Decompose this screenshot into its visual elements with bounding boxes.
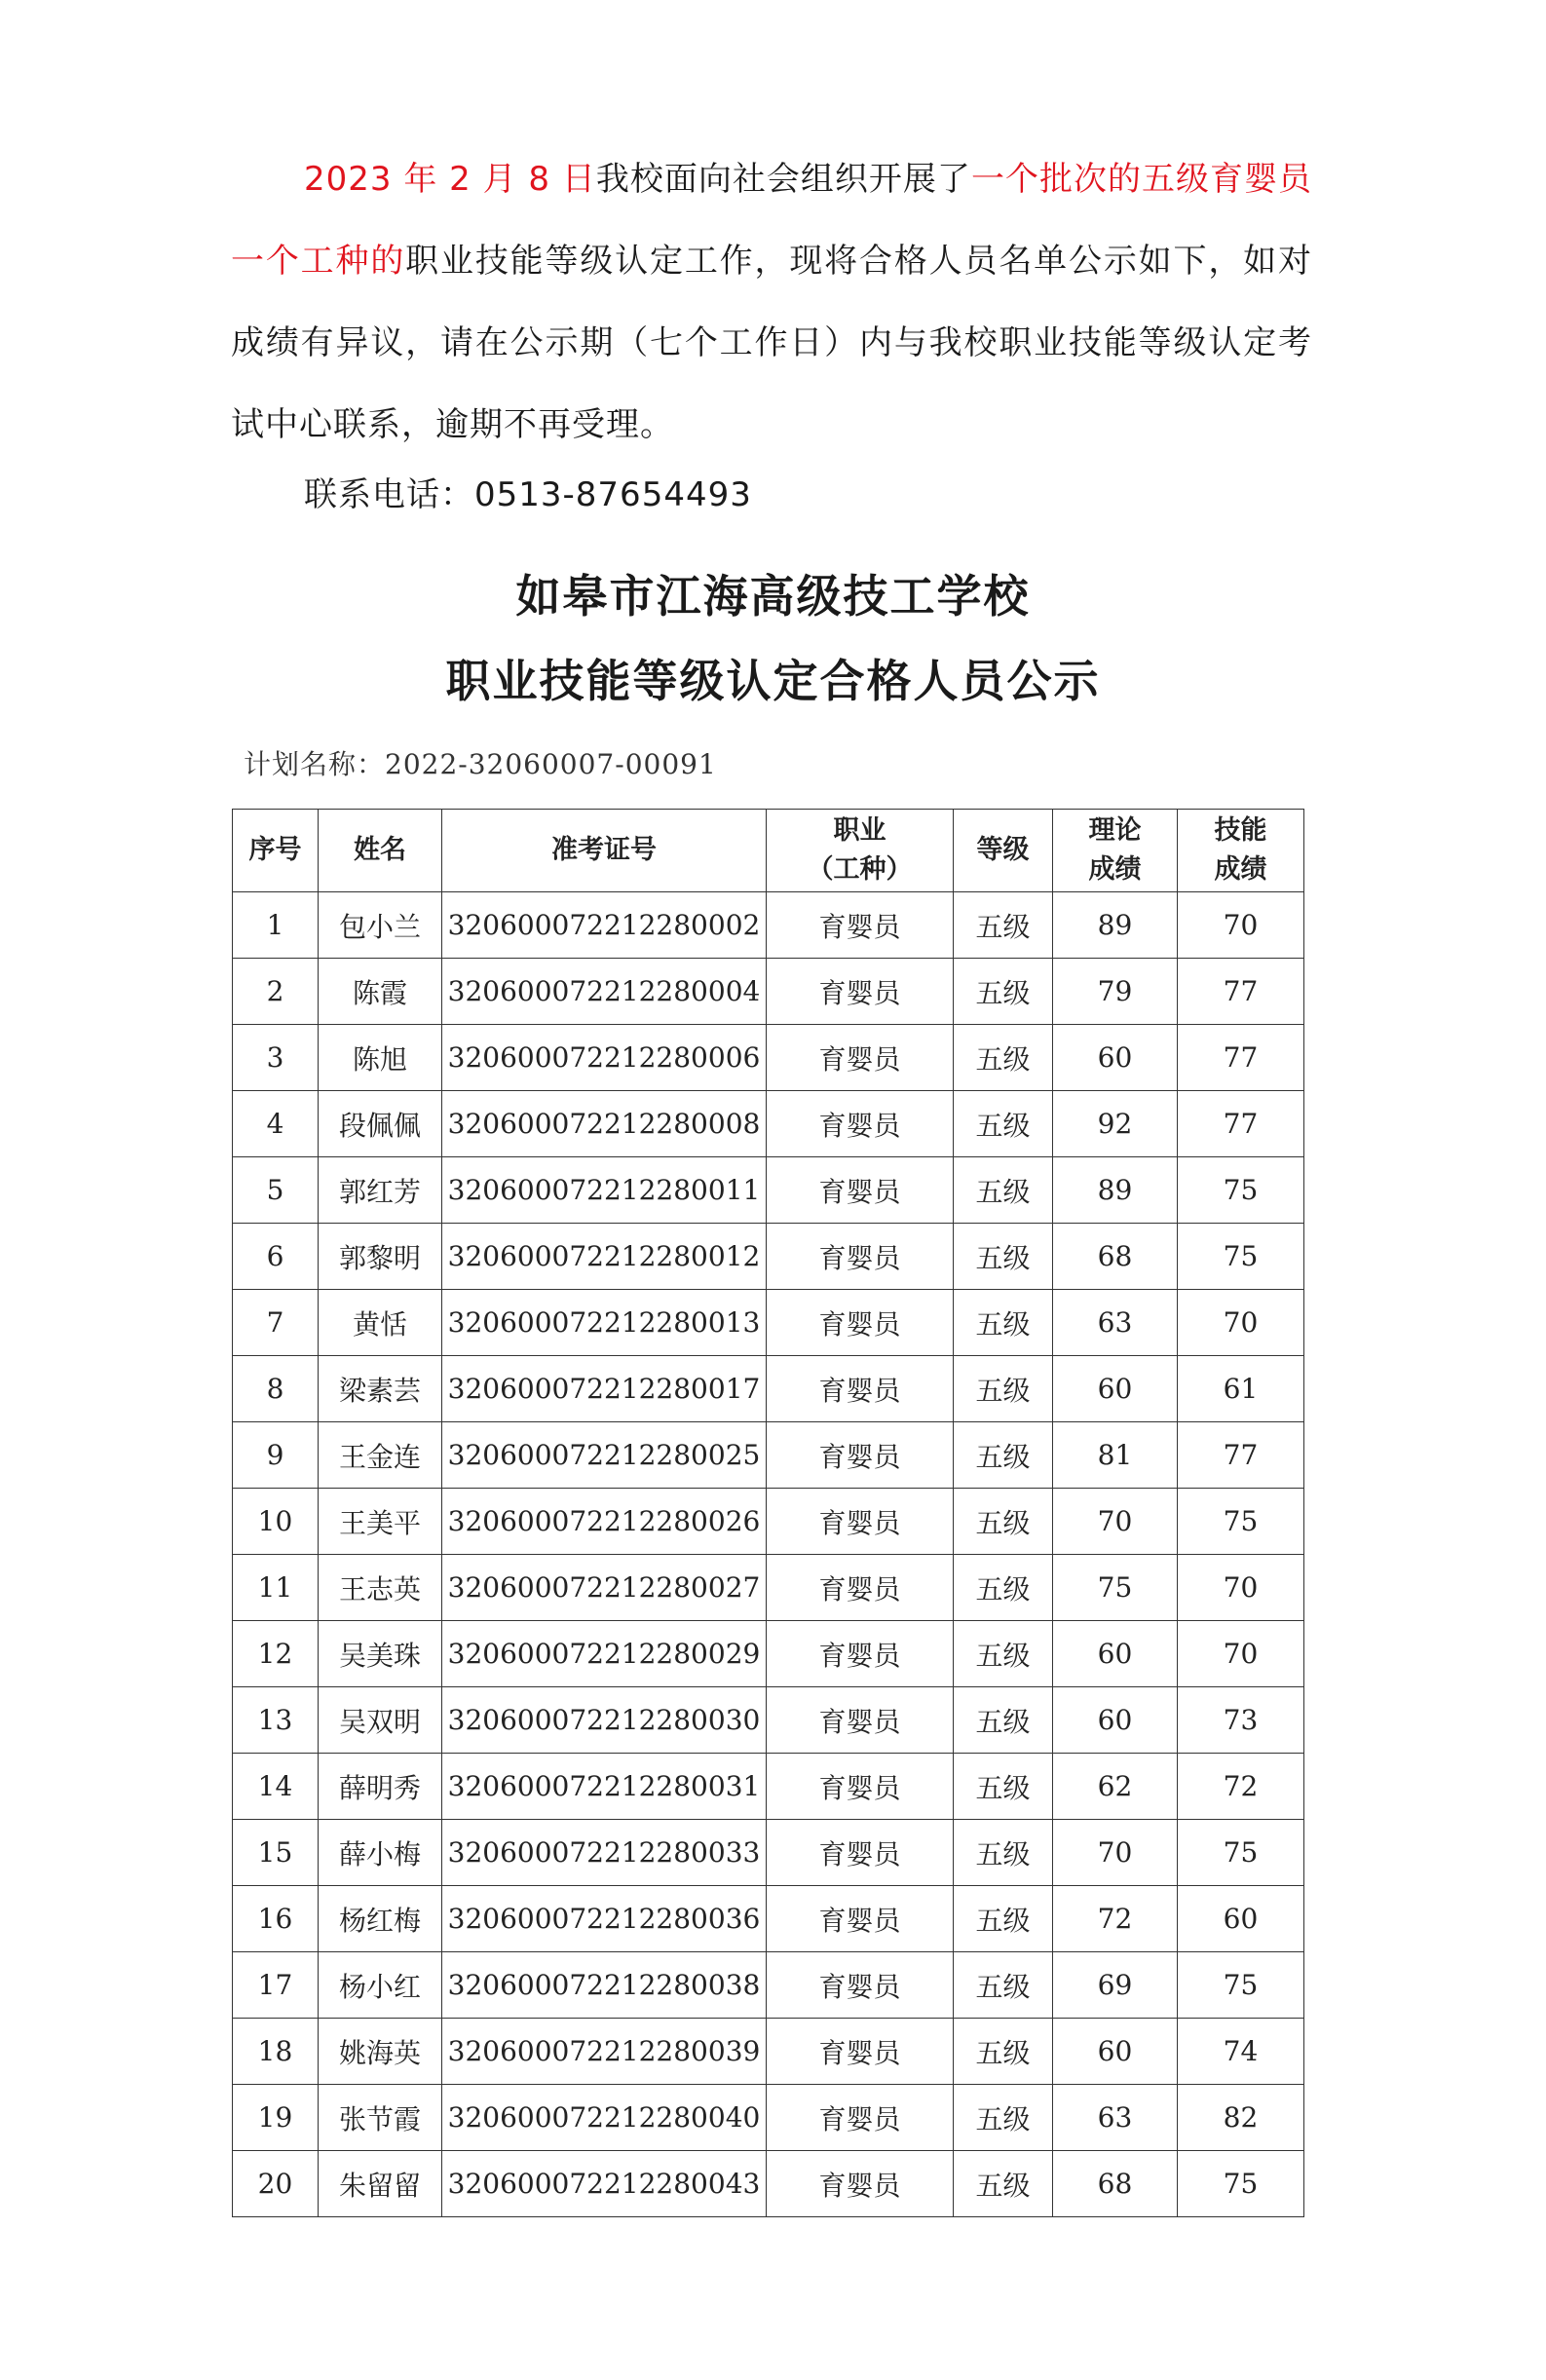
cell-ticket: 320600072212280006 (442, 1025, 767, 1091)
cell-skill: 77 (1178, 1422, 1304, 1489)
cell-level: 五级 (954, 1555, 1053, 1621)
cell-ticket: 320600072212280038 (442, 1952, 767, 2019)
cell-level: 五级 (954, 1952, 1053, 2019)
cell-skill: 82 (1178, 2085, 1304, 2151)
cell-level: 五级 (954, 1224, 1053, 1290)
table-row (233, 1489, 1304, 1555)
cell-skill: 77 (1178, 1025, 1304, 1091)
cell-skill: 61 (1178, 1356, 1304, 1422)
cell-ticket: 320600072212280036 (442, 1886, 767, 1952)
cell-name: 王志英 (319, 1555, 442, 1621)
cell-name: 陈霞 (319, 959, 442, 1025)
cell-seq: 18 (233, 2019, 319, 2085)
cell-seq: 3 (233, 1025, 319, 1091)
col-skill-header-line1: 技能 (1214, 815, 1267, 846)
cell-skill: 70 (1178, 1290, 1304, 1356)
cell-name: 段佩佩 (319, 1091, 442, 1157)
cell-level: 五级 (954, 892, 1053, 959)
col-theory-header (1053, 810, 1178, 892)
cell-ticket: 320600072212280029 (442, 1621, 767, 1687)
cell-job: 育婴员 (767, 1489, 954, 1555)
col-job-header-line2: （工种） (807, 854, 913, 885)
cell-name: 朱留留 (319, 2151, 442, 2217)
cell-name: 杨红梅 (319, 1886, 442, 1952)
cell-ticket: 320600072212280026 (442, 1489, 767, 1555)
cell-job: 育婴员 (767, 1621, 954, 1687)
cell-name: 黄恬 (319, 1290, 442, 1356)
cell-theory: 63 (1053, 1290, 1178, 1356)
cell-job: 育婴员 (767, 1290, 954, 1356)
cell-skill: 77 (1178, 959, 1304, 1025)
col-job-header-line1: 职业 (833, 815, 886, 846)
cell-skill: 73 (1178, 1687, 1304, 1754)
cell-name: 郭黎明 (319, 1224, 442, 1290)
cell-job: 育婴员 (767, 1091, 954, 1157)
cell-ticket: 320600072212280012 (442, 1224, 767, 1290)
table-row (233, 1157, 1304, 1224)
cell-skill: 77 (1178, 1091, 1304, 1157)
table-row (233, 2085, 1304, 2151)
cell-job: 育婴员 (767, 1157, 954, 1224)
cell-job: 育婴员 (767, 1025, 954, 1091)
cell-ticket: 320600072212280013 (442, 1290, 767, 1356)
intro-text-b: 职业技能等级认定工作，现将合格人员名单公示如下，如对成绩有异议，请在公示期（七个工作日）内与我校职业技能等级认定考试中心联系，逾期不再受理。 (231, 242, 1313, 444)
cell-skill: 75 (1178, 1489, 1304, 1555)
table-row (233, 1091, 1304, 1157)
cell-level: 五级 (954, 2085, 1053, 2151)
cell-theory: 60 (1053, 1025, 1178, 1091)
cell-skill: 74 (1178, 2019, 1304, 2085)
cell-job: 育婴员 (767, 892, 954, 959)
cell-skill: 70 (1178, 1621, 1304, 1687)
cell-skill: 75 (1178, 1157, 1304, 1224)
cell-theory: 60 (1053, 1356, 1178, 1422)
cell-level: 五级 (954, 1356, 1053, 1422)
col-level-header: 等级 (954, 810, 1053, 892)
intro-date: 2023 年 2 月 8 日 (304, 160, 596, 199)
cell-name: 薛明秀 (319, 1754, 442, 1820)
cell-theory: 70 (1053, 1820, 1178, 1886)
cell-skill: 60 (1178, 1886, 1304, 1952)
cell-job: 育婴员 (767, 1952, 954, 2019)
cell-ticket: 320600072212280043 (442, 2151, 767, 2217)
table-row (233, 1356, 1304, 1422)
cell-name: 吴双明 (319, 1687, 442, 1754)
table-row (233, 892, 1304, 959)
plan-name: 计划名称：2022-32060007-00091 (244, 748, 717, 780)
contact-phone: 联系电话：0513-87654493 (304, 475, 752, 514)
cell-level: 五级 (954, 2019, 1053, 2085)
table-row (233, 1290, 1304, 1356)
cell-theory: 81 (1053, 1422, 1178, 1489)
col-theory-header-line2: 成绩 (1088, 854, 1142, 885)
cell-level: 五级 (954, 1091, 1053, 1157)
cell-job: 育婴员 (767, 1754, 954, 1820)
cell-name: 杨小红 (319, 1952, 442, 2019)
cell-job: 育婴员 (767, 959, 954, 1025)
table-row (233, 2019, 1304, 2085)
table-row (233, 1621, 1304, 1687)
table-row (233, 2151, 1304, 2217)
cell-ticket: 320600072212280030 (442, 1687, 767, 1754)
cell-ticket: 320600072212280031 (442, 1754, 767, 1820)
cell-name: 吴美珠 (319, 1621, 442, 1687)
cell-seq: 4 (233, 1091, 319, 1157)
table-row (233, 1886, 1304, 1952)
cell-ticket: 320600072212280033 (442, 1820, 767, 1886)
cell-level: 五级 (954, 1422, 1053, 1489)
cell-theory: 68 (1053, 2151, 1178, 2217)
cell-ticket: 320600072212280008 (442, 1091, 767, 1157)
cell-level: 五级 (954, 1886, 1053, 1952)
cell-skill: 75 (1178, 1952, 1304, 2019)
table-row (233, 959, 1304, 1025)
cell-name: 包小兰 (319, 892, 442, 959)
cell-theory: 62 (1053, 1754, 1178, 1820)
table-row (233, 1422, 1304, 1489)
cell-level: 五级 (954, 1754, 1053, 1820)
cell-theory: 70 (1053, 1489, 1178, 1555)
cell-seq: 5 (233, 1157, 319, 1224)
cell-seq: 10 (233, 1489, 319, 1555)
cell-ticket: 320600072212280004 (442, 959, 767, 1025)
results-table (232, 809, 1304, 1886)
cell-seq: 9 (233, 1422, 319, 1489)
cell-seq: 20 (233, 2151, 319, 2217)
cell-theory: 69 (1053, 1952, 1178, 2019)
col-seq-header: 序号 (233, 810, 319, 892)
cell-theory: 68 (1053, 1224, 1178, 1290)
cell-name: 王金连 (319, 1422, 442, 1489)
cell-name: 薛小梅 (319, 1820, 442, 1886)
cell-skill: 75 (1178, 2151, 1304, 2217)
table-header-row (233, 810, 1304, 892)
cell-level: 五级 (954, 1290, 1053, 1356)
cell-name: 王美平 (319, 1489, 442, 1555)
cell-job: 育婴员 (767, 1555, 954, 1621)
cell-seq: 13 (233, 1687, 319, 1754)
cell-theory: 79 (1053, 959, 1178, 1025)
cell-theory: 60 (1053, 1621, 1178, 1687)
cell-name: 姚海英 (319, 2019, 442, 2085)
intro-text-a: 我校面向社会组织开展了 (595, 160, 971, 199)
cell-theory: 60 (1053, 1687, 1178, 1754)
cell-theory: 63 (1053, 2085, 1178, 2151)
page-title-notice: 职业技能等级认定合格人员公示 (445, 655, 1101, 707)
cell-job: 育婴员 (767, 2151, 954, 2217)
cell-theory: 72 (1053, 1886, 1178, 1952)
cell-level: 五级 (954, 1025, 1053, 1091)
cell-ticket: 320600072212280002 (442, 892, 767, 959)
cell-job: 育婴员 (767, 1422, 954, 1489)
col-skill-header-line2: 成绩 (1214, 854, 1267, 885)
intro-paragraph (231, 138, 1312, 466)
cell-skill: 75 (1178, 1820, 1304, 1886)
cell-name: 陈旭 (319, 1025, 442, 1091)
cell-name: 张节霞 (319, 2085, 442, 2151)
table-row (233, 1687, 1304, 1754)
cell-ticket: 320600072212280040 (442, 2085, 767, 2151)
cell-seq: 17 (233, 1952, 319, 2019)
cell-job: 育婴员 (767, 1687, 954, 1754)
table-row (233, 1555, 1304, 1621)
cell-seq: 8 (233, 1356, 319, 1422)
table-row (233, 1952, 1304, 2019)
col-name-header: 姓名 (319, 810, 442, 892)
cell-job: 育婴员 (767, 1886, 954, 1952)
cell-theory: 92 (1053, 1091, 1178, 1157)
intro-batch: 一个批次的五级育婴员一个工种的 (231, 160, 1312, 281)
cell-level: 五级 (954, 1489, 1053, 1555)
cell-skill: 72 (1178, 1754, 1304, 1820)
cell-seq: 14 (233, 1754, 319, 1820)
cell-skill: 70 (1178, 1555, 1304, 1621)
cell-ticket: 320600072212280027 (442, 1555, 767, 1621)
cell-level: 五级 (954, 1687, 1053, 1754)
page-title-school: 如皋市江海高级技工学校 (515, 570, 1031, 623)
cell-job: 育婴员 (767, 1820, 954, 1886)
cell-seq: 19 (233, 2085, 319, 2151)
col-theory-header-line1: 理论 (1088, 815, 1142, 846)
cell-seq: 12 (233, 1621, 319, 1687)
cell-skill: 70 (1178, 892, 1304, 959)
cell-skill: 75 (1178, 1224, 1304, 1290)
cell-level: 五级 (954, 1820, 1053, 1886)
cell-theory: 75 (1053, 1555, 1178, 1621)
cell-seq: 11 (233, 1555, 319, 1621)
cell-seq: 6 (233, 1224, 319, 1290)
cell-ticket: 320600072212280011 (442, 1157, 767, 1224)
results-table-continued (232, 1885, 1304, 2217)
cell-job: 育婴员 (767, 1224, 954, 1290)
cell-ticket: 320600072212280039 (442, 2019, 767, 2085)
col-skill-header (1178, 810, 1304, 892)
cell-seq: 7 (233, 1290, 319, 1356)
cell-name: 梁素芸 (319, 1356, 442, 1422)
cell-seq: 1 (233, 892, 319, 959)
col-ticket-header: 准考证号 (442, 810, 767, 892)
cell-ticket: 320600072212280025 (442, 1422, 767, 1489)
cell-name: 郭红芳 (319, 1157, 442, 1224)
cell-job: 育婴员 (767, 1356, 954, 1422)
cell-theory: 89 (1053, 892, 1178, 959)
table-row (233, 1754, 1304, 1820)
cell-seq: 15 (233, 1820, 319, 1886)
cell-job: 育婴员 (767, 2019, 954, 2085)
cell-theory: 60 (1053, 2019, 1178, 2085)
results-table-body-2 (233, 1886, 1304, 2217)
cell-level: 五级 (954, 1621, 1053, 1687)
cell-level: 五级 (954, 2151, 1053, 2217)
cell-seq: 16 (233, 1886, 319, 1952)
cell-level: 五级 (954, 959, 1053, 1025)
col-job-header (767, 810, 954, 892)
cell-job: 育婴员 (767, 2085, 954, 2151)
results-table-body-1 (233, 892, 1304, 1886)
table-row (233, 1025, 1304, 1091)
table-row (233, 1224, 1304, 1290)
cell-seq: 2 (233, 959, 319, 1025)
table-row (233, 1820, 1304, 1886)
cell-ticket: 320600072212280017 (442, 1356, 767, 1422)
cell-level: 五级 (954, 1157, 1053, 1224)
cell-theory: 89 (1053, 1157, 1178, 1224)
